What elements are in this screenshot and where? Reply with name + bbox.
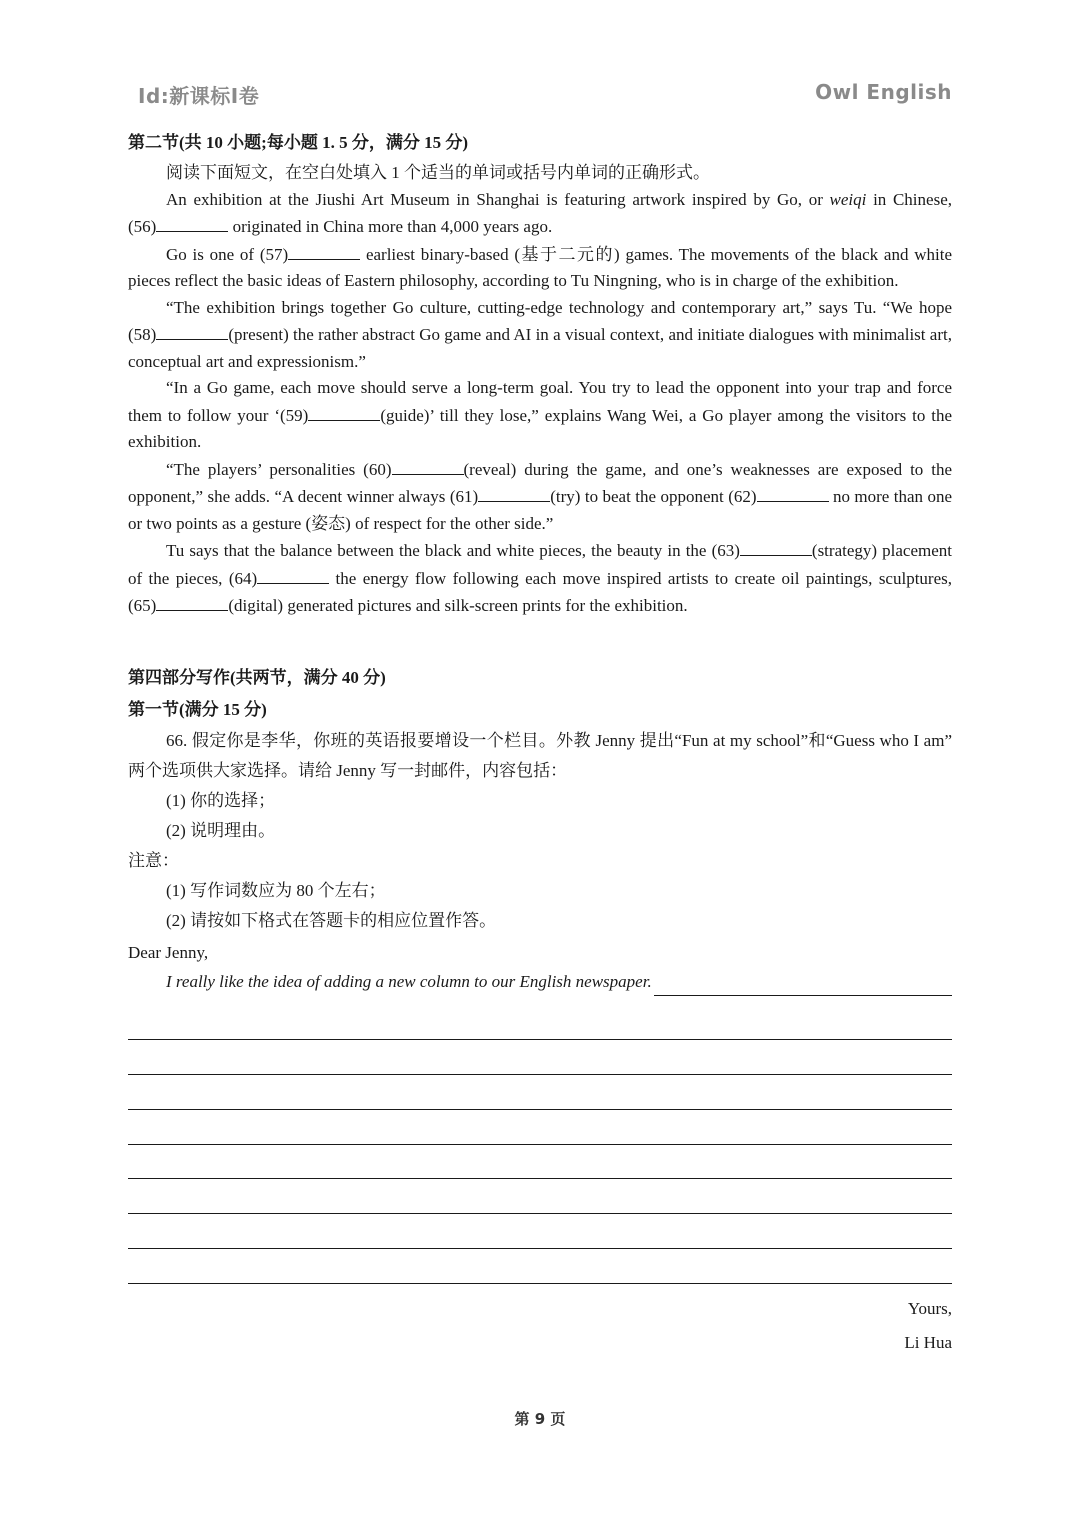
blank-57-number: (57) <box>259 244 289 264</box>
letter-opening <box>128 968 952 996</box>
blank-58-number: (58) <box>128 325 157 344</box>
p2-text-b: earliest binary-based (基于二元的) games. The movements of the black and white pieces reflect the basic ideas of Eastern philosophy, according to Tu Ningning, who is in charge of the exhibition. <box>128 244 952 290</box>
blank-57[interactable] <box>260 245 360 264</box>
blank-61-line[interactable] <box>478 483 550 502</box>
answer-line[interactable] <box>128 1110 952 1145</box>
answer-line[interactable] <box>128 1075 952 1110</box>
writing-section <box>128 662 952 1360</box>
blank-63[interactable] <box>712 541 812 560</box>
p3-text-b: (present) the rather abstract Go game and AI in a visual context, and initiate dialogues with minimalist art, conceptual art and expressionism.” <box>128 325 952 371</box>
blank-65[interactable] <box>128 596 228 615</box>
p1-text-c: in Chinese, <box>866 189 952 209</box>
blank-63-line[interactable] <box>740 537 812 556</box>
part-4-title: 第四部分写作(共两节，满分 40 分) <box>128 667 386 687</box>
note-item-1: (1) 写作词数应为 80 个左右； <box>166 880 386 900</box>
p5-text-d: no more than one or two points as a gesture (姿态) of respect for the other side.” <box>128 487 953 533</box>
passage-paragraph-2 <box>128 241 952 295</box>
answer-lines <box>128 1006 952 1284</box>
blank-61[interactable] <box>450 487 550 506</box>
blank-65-number: (65) <box>128 596 157 615</box>
blank-64-line[interactable] <box>257 565 329 584</box>
section-2-instruction: 阅读下面短文，在空白处填入 1 个适当的单词或括号内单词的正确形式。 <box>166 163 710 182</box>
header-brand-label: Owl English <box>815 80 952 104</box>
passage-paragraph-6 <box>128 537 952 620</box>
blank-64[interactable] <box>229 569 329 588</box>
p5-text-b: (reveal) during the game, and one’s weaknesses are exposed to the opponent,” she adds. “A decent winner always <box>128 459 952 506</box>
cloze-passage <box>128 187 952 620</box>
answer-line[interactable] <box>128 1145 952 1180</box>
answer-line[interactable] <box>128 1179 952 1214</box>
p5-text-c: (try) to beat the opponent <box>550 487 729 506</box>
p6-text-c: the energy flow following each move inspired artists to create oil paintings, sculptures, <box>329 568 952 588</box>
page-number: 第 9 页 <box>514 1410 566 1428</box>
answer-line[interactable] <box>128 1006 952 1041</box>
note-item-2: (2) 请按如下格式在答题卡的相应位置作答。 <box>166 910 497 930</box>
blank-61-number: (61) <box>449 487 479 506</box>
p6-text-d: (digital) generated pictures and silk-screen prints for the exhibition. <box>228 596 688 615</box>
blank-59-number: (59) <box>280 405 309 425</box>
note-title: 注意： <box>128 850 179 870</box>
writing-prompt: 66. 假定你是李华，你班的英语报要增设一个栏目。外教 Jenny 提出“Fun at my school”和“Guess who I am” 两个选项供大家选择。请给 Jenny 写一封邮件，内容包括： <box>128 730 952 780</box>
blank-62[interactable] <box>728 487 828 506</box>
letter-salutation: Dear Jenny, <box>128 942 209 962</box>
blank-56-line[interactable] <box>156 213 228 232</box>
blank-57-line[interactable] <box>288 241 360 260</box>
page-header <box>138 80 952 108</box>
p1-text-a: An exhibition at the Jiushi Art Museum in Shanghai is featuring artwork inspired by Go, or <box>166 189 830 209</box>
section-2-title: 第二节(共 10 小题;每小题 1. 5 分，满分 15 分) <box>128 133 468 152</box>
blank-58[interactable] <box>128 325 228 344</box>
header-id-label: Id:新课标I卷 <box>138 84 260 108</box>
blank-65-line[interactable] <box>156 592 228 611</box>
p6-text-a: Tu says that the balance between the black and white pieces, the beauty in the <box>166 541 712 560</box>
part-4-subsection-title: 第一节(满分 15 分) <box>128 699 267 719</box>
answer-line[interactable] <box>128 1249 952 1284</box>
passage-paragraph-3 <box>128 295 952 376</box>
p4-text-a: “In a Go game, each move should serve a long-term goal. You try to lead the opponent into your trap and force them to follow your ‘ <box>128 378 952 425</box>
p2-text-a: Go is one of <box>166 244 260 264</box>
p4-text-b: (guide)’ till they lose,” explains Wang Wei, a Go player among the visitors to the exhibition. <box>128 405 952 451</box>
p1-text-d: originated in China more than 4,000 years ago. <box>228 217 553 236</box>
p3-text-a: “The exhibition brings together Go culture, cutting-edge technology and contemporary art,” says Tu. “We hope <box>166 297 952 317</box>
letter-signature: Li Hua <box>904 1332 952 1352</box>
page-content <box>128 130 952 1360</box>
blank-63-number: (63) <box>711 541 740 560</box>
p5-text-a: “The players’ personalities <box>166 459 364 479</box>
blank-56-number: (56) <box>128 217 157 236</box>
blank-64-number: (64) <box>228 568 258 588</box>
blank-58-line[interactable] <box>156 321 228 340</box>
writing-requirement-1: (1) 你的选择； <box>166 790 276 810</box>
blank-60-number: (60) <box>363 459 392 479</box>
blank-59[interactable] <box>280 406 380 425</box>
blank-59-line[interactable] <box>308 402 380 421</box>
blank-62-line[interactable] <box>757 483 829 502</box>
blank-62-number: (62) <box>728 487 757 506</box>
letter-opening-text: I really like the idea of adding a new column to our English newspaper. <box>166 971 652 991</box>
p6-text-b: (strategy) placement of the pieces, <box>128 541 952 588</box>
writing-requirement-2: (2) 说明理由。 <box>166 820 276 840</box>
blank-60-line[interactable] <box>392 456 464 475</box>
p1-text-weiqi: weiqi <box>829 189 867 209</box>
opening-answer-line[interactable] <box>654 975 952 996</box>
blank-56[interactable] <box>128 217 228 236</box>
letter-closing: Yours, <box>907 1298 952 1318</box>
passage-paragraph-1 <box>128 187 952 241</box>
passage-paragraph-4 <box>128 375 952 456</box>
blank-60[interactable] <box>363 460 463 479</box>
answer-line[interactable] <box>128 1214 952 1249</box>
answer-line[interactable] <box>128 1040 952 1075</box>
passage-paragraph-5 <box>128 456 952 538</box>
